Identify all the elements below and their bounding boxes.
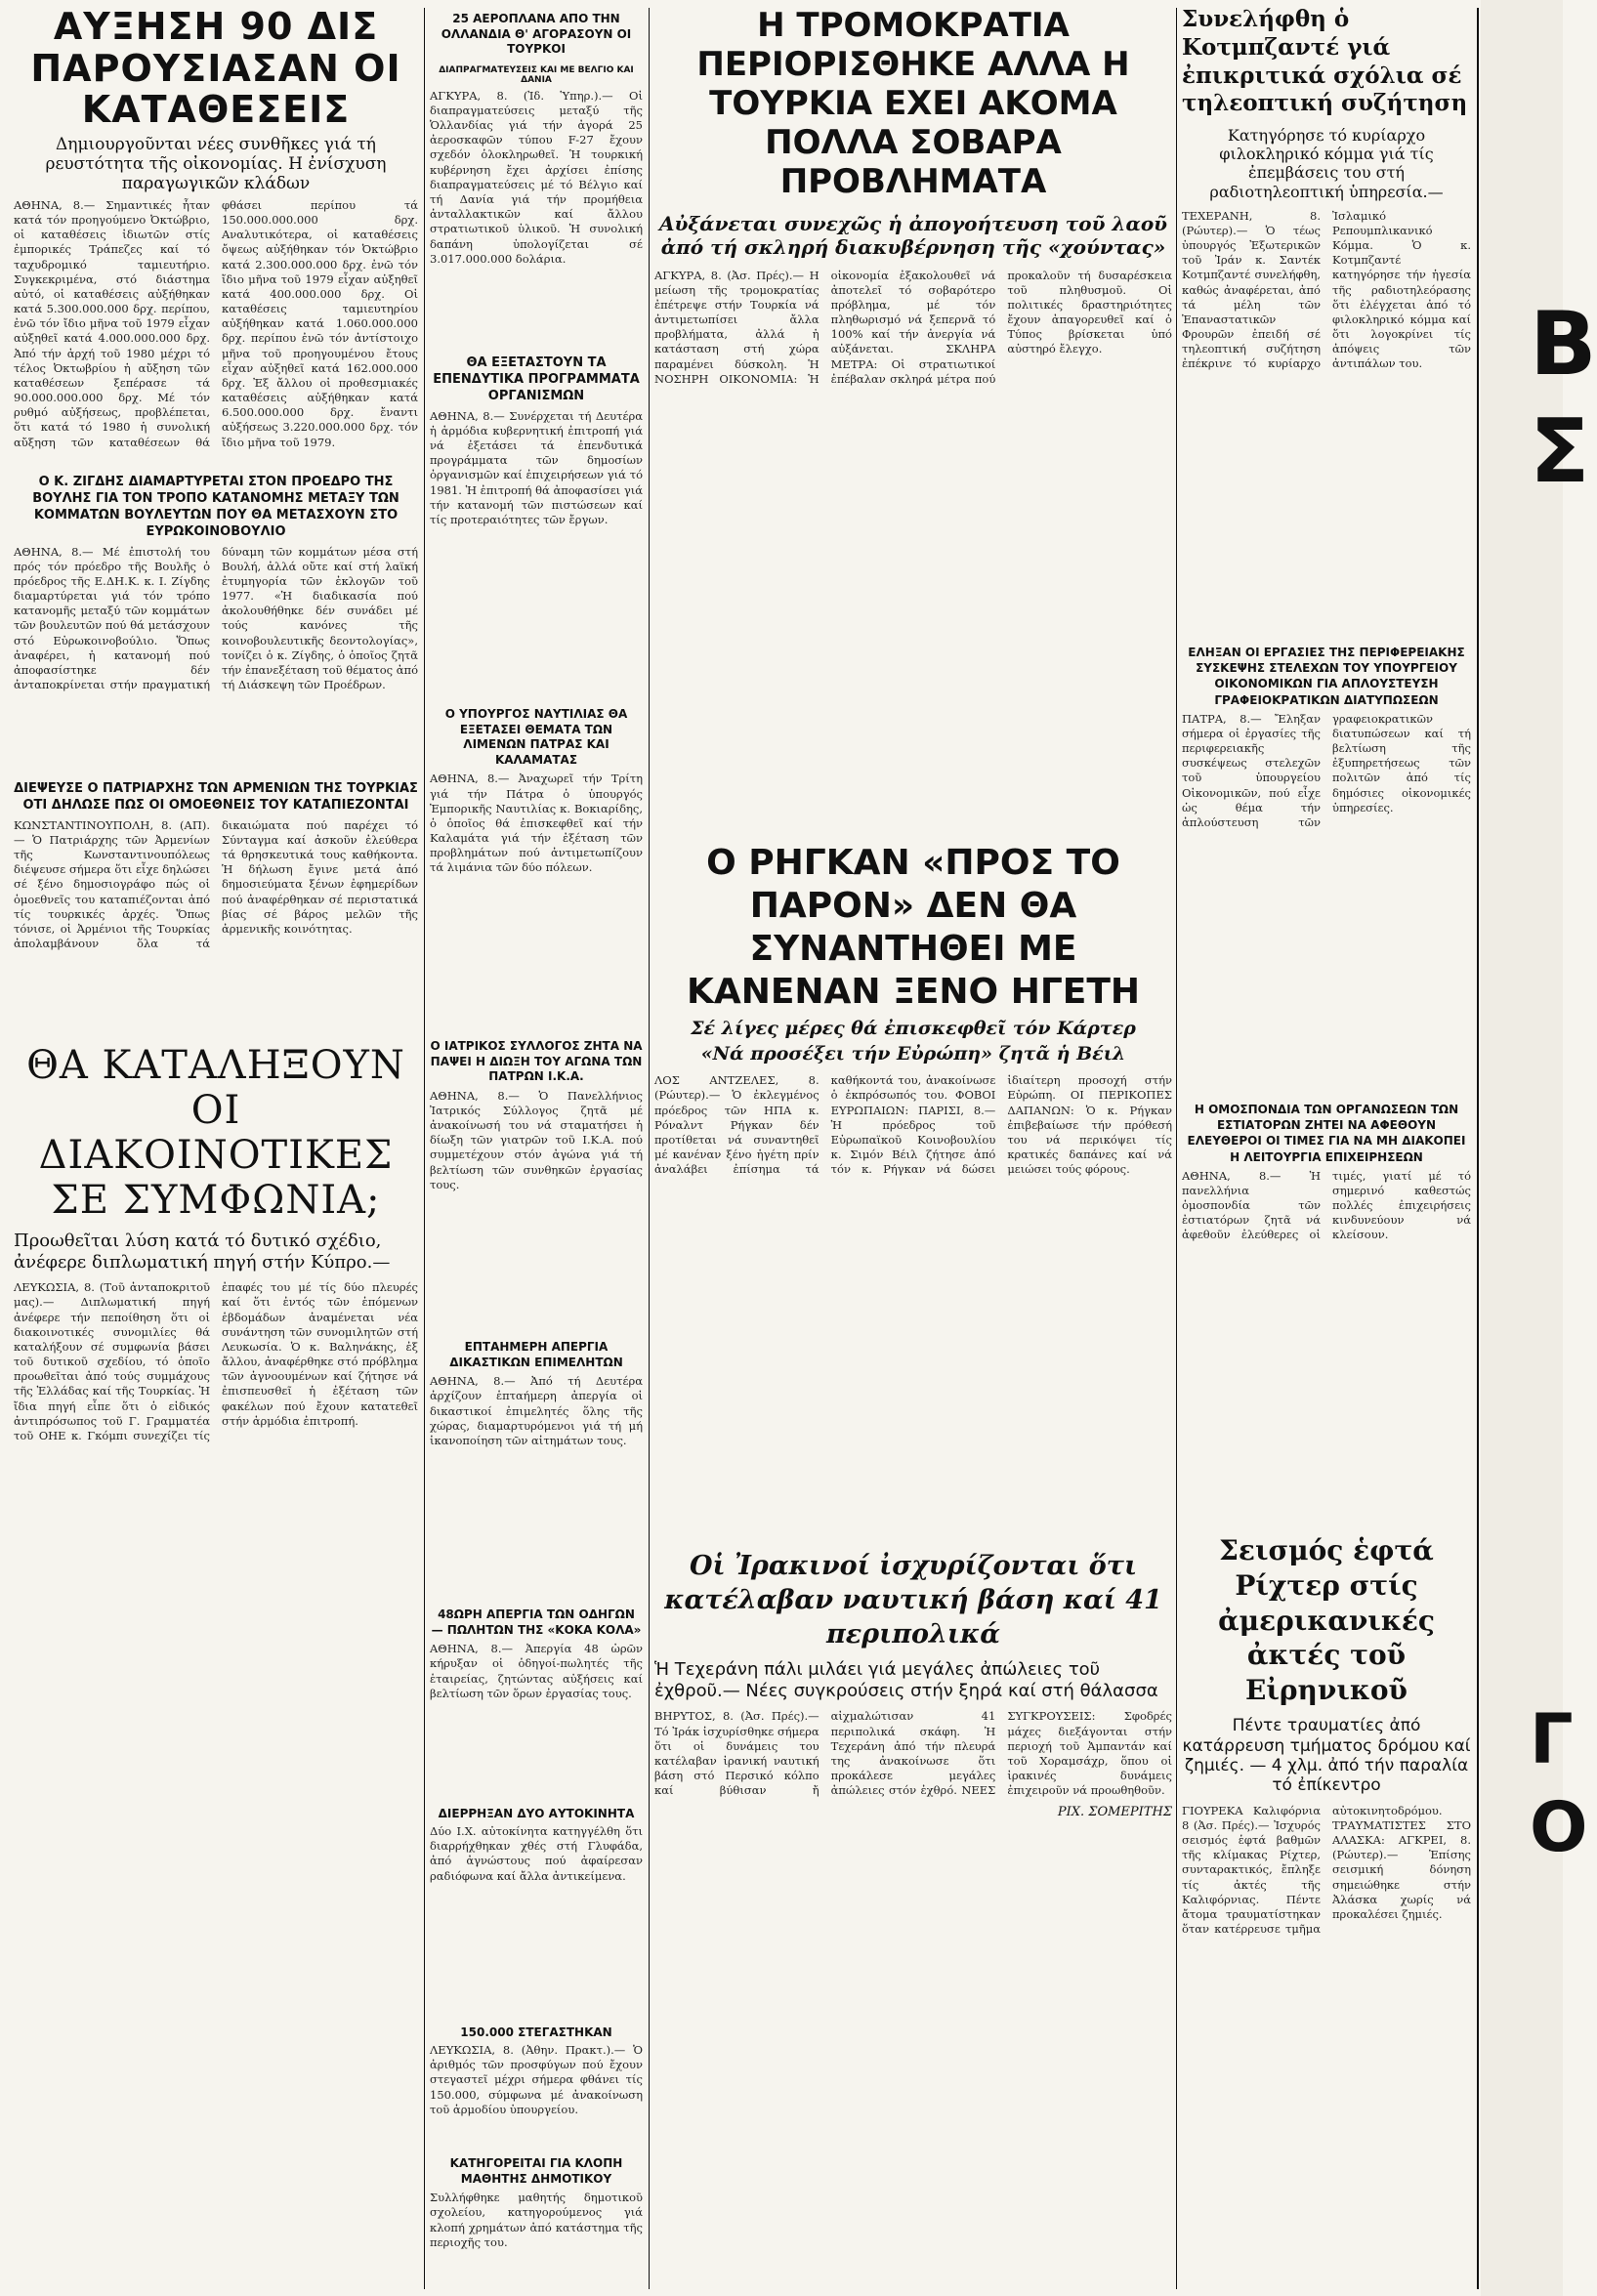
turkey-terrorism-headline: Η ΤΡΟΜΟΚΡΑΤΙΑ ΠΕΡΙΟΡΙΣΘΗΚΕ ΑΛΛΑ Η ΤΟΥΡΚΙΑ ΕΧΕΙ ΑΚΟΜΑ ΠΟΛΛΑ ΣΟΒΑΡΑ ΠΡΟΒΛΗΜΑΤΑ [696,6,1130,202]
cyprus-talks-article [14,1043,418,2291]
armenian-patriarch-headline: ΔΙΕΨΕΥΣΕ Ο ΠΑΤΡΙΑΡΧΗΣ ΤΩΝ ΑΡΜΕΝΙΩΝ ΤΗΣ ΤΟΥΡΚΙΑΣ ΟΤΙ ΔΗΛΩΣΕ ΠΩΣ ΟΙ ΟΜΟΕΘΝΕΙΣ ΤΟΥ ΚΑΤΑΠΙΕΖΟΝΤΑΙ [14,781,418,813]
student-theft-body: Συλλήφθηκε μαθητής δημοτικοῦ σχολείου, κατηγορούμενος γιά κλοπή χρημάτων ἀπό κατάστημα τῆς περιοχῆς του. [430,2191,643,2249]
earthquake-headline: Σεισμός ἑφτά Ρίχτερ στίς ἀμερικανικές ἀκτές τοῦ Εἰρηνικοῦ [1218,1534,1435,1707]
zigdis-headline: Ο Κ. ΖΙΓΔΗΣ ΔΙΑΜΑΡΤΥΡΕΤΑΙ ΣΤΟΝ ΠΡΟΕΔΡΟ ΤΗΣ ΒΟΥΛΗΣ ΓΙΑ ΤΟΝ ΤΡΟΠΟ ΚΑΤΑΝΟΜΗΣ ΜΕΤΑΞΥ ΤΩΝ ΚΟΜΜΑΤΩΝ ΒΟΥΛΕΥΤΩΝ ΠΟΥ ΘΑ ΜΕΤΑΣΧΟΥΝ ΣΤΟ ΕΥΡΩΚΟΙΝΟΒΟΥΛΙΟ [32,475,399,539]
iraq-war-body: ΒΗΡΥΤΟΣ, 8. (Ἀσ. Πρές).— Τό Ἰράκ ἰσχυρίσθηκε σήμερα ὅτι οἱ δυνάμεις του κατέλαβαν ἰρανική ναυτική βάση στό Περσικό κόλπο καί βύθισαν ἤ αἰχμαλώτισαν 41 περιπολικά σκάφη. Ἡ Τεχεράνη ἀπό τήν πλευρά της ἀνακοίνωσε ὅτι προκάλεσε μεγάλες ἀπώλειες στόν ἐχθρό. ΝΕΕΣ ΣΥΓΚΡΟΥΣΕΙΣ: Σφοδρές μάχες διεξάγονται στήν περιοχή τοῦ Ἀμπαντάν καί τοῦ Χοραμσάχρ, ὅπου οἱ ἰρακινές δυνάμεις ἐπιχειροῦν νά προωθηθοῦν. [654,1709,1172,1798]
investment-programs-body: ΑΘΗΝΑ, 8.— Συνέρχεται τή Δευτέρα ἡ ἁρμόδια κυβερνητική ἐπιτροπή γιά νά ἐξετάσει τά ἐπενδυτικά προγράμματα τῶν δημοσίων ὀργανισμῶν καί ἐπιχειρήσεων γιά τό 1981. Ἡ ἐπιτροπή θά ἀποφασίσει γιά τήν κατανομή τῶν πιστώσεων καί τίς προτεραιότητες τῶν ἔργων. [430,408,643,526]
cocacola-strike-body: ΑΘΗΝΑ, 8.— Ἀπεργία 48 ὡρῶν κήρυξαν οἱ ὁδηγοί-πωλητές τῆς ἑταιρείας, ζητώντας αὐξήσεις καί βελτίωση τῶν ὅρων ἐργασίας τους. [430,1642,643,1700]
armenian-patriarch-article [14,773,418,1039]
adjacent-page-edge [1481,0,1597,2296]
bailiffs-strike-article [430,1332,643,1596]
column-rule-4 [1477,8,1479,2289]
reagan-article [654,842,1172,1545]
car-break-in-body: Δύο Ι.Χ. αὐτοκίνητα κατηγγέλθη ὅτι διαρρήχθηκαν χθές στή Γλυφάδα, ἀπό ἀγνώστους πού ἀφαίρεσαν ραδιόφωνα καί ἄλλα ἀντικείμενα. [430,1824,643,1883]
deposits-subhead: Δημιουργοῦνται νέες συνθῆκες γιά τή ρευστότητα τῆς οἰκονομίας. Η ἐνίσχυση παραγωγικῶν κλάδων [45,134,387,194]
column-rule-2 [649,8,650,2289]
edge-glyph-3: Γ [1530,1699,1574,1779]
armenian-patriarch-body: ΚΩΝΣΤΑΝΤΙΝΟΥΠΟΛΗ, 8. (ΑΠ).— Ὁ Πατριάρχης τῶν Ἀρμενίων τῆς Κωνσταντινουπόλεως διέψευσε σήμερα ὅτι εἶχε δηλώσει σέ ξένο δημοσιογράφο πώς οἱ ὁμοεθνεῖς του καταπιέζονται ἀπό τίς τουρκικές ἀρχές. Ὅπως τόνισε, οἱ Ἀρμένιοι τῆς Τουρκίας ἀπολαμβάνουν ὅλα τά δικαιώματα πού παρέχει τό Σύνταγμα καί ἀσκοῦν ἐλεύθερα τά θρησκευτικά τους καθήκοντα. Ἡ δήλωση ἔγινε μετά ἀπό δημοσιεύματα ξένων ἐφημερίδων πού ἀναφέρθηκαν σέ περιστατικά βίας σέ βάρος μελῶν τῆς ἀρμενικῆς κοινότητας. [14,817,418,951]
reagan-body: ΛΟΣ ΑΝΤΖΕΛΕΣ, 8. (Ρώυτερ).— Ὁ ἐκλεγμένος πρόεδρος τῶν ΗΠΑ κ. Ρόναλντ Ρήγκαν δέν προτίθεται νά συναντηθεῖ μέ κανέναν ξένο ἡγέτη πρίν ἀναλάβει ἐπίσημα τά καθήκοντά του, ἀνακοίνωσε ὁ ἐκπρόσωπός του. ΦΟΒΟΙ ΕΥΡΩΠΑΙΩΝ: ΠΑΡΙΣΙ, 8.— Ἡ πρόεδρος τοῦ Εὐρωπαϊκοῦ Κοινοβουλίου κ. Σιμόν Βέιλ ζήτησε ἀπό τόν κ. Ρήγκαν νά δώσει ἰδιαίτερη προσοχή στήν Εὐρώπη. ΟΙ ΠΕΡΙΚΟΠΕΣ ΔΑΠΑΝΩΝ: Ὁ κ. Ρήγκαν ἐπιβεβαίωσε τήν πρόθεσή του νά περικόψει τίς κρατικές δαπάνες καί νά μειώσει τούς φόρους. [654,1073,1172,1177]
student-theft-headline: ΚΑΤΗΓΟΡΕΙΤΑΙ ΓΙΑ ΚΛΟΠΗ ΜΑΘΗΤΗΣ ΔΗΜΟΤΙΚΟΥ [449,2156,623,2186]
investment-programs-headline: ΘΑ ΕΞΕΤΑΣΤΟΥΝ ΤΑ ΕΠΕΝΔΥΤΙΚΑ ΠΡΟΓΡΑΜΜΑΤΑ ΟΡΓΑΝΙΣΜΩΝ [433,355,640,403]
ghotbzadeh-headline: Συνελήφθη ὁ Κοτμπζαντέ γιά ἐπικριτικά σχόλια σέ τηλεοπτική συζήτηση [1182,6,1468,117]
iraq-war-article [654,1549,1172,2291]
earthquake-article [1182,1533,1471,2291]
turkish-aircraft-headline: 25 ΑΕΡΟΠΛΑΝΑ ΑΠΟ ΤΗΝ ΟΛΛΑΝΔΙΑ Θ' ΑΓΟΡΑΣΟΥΝ ΟΙ ΤΟΥΡΚΟΙ [441,12,632,57]
shipping-minister-article [430,699,643,1027]
restaurateurs-article [1182,1094,1471,1529]
ghotbzadeh-body: ΤΕΧΕΡΑΝΗ, 8. (Ρώυτερ).— Ὁ τέως ὑπουργός Ἐξωτερικῶν τοῦ Ἰράν κ. Σαντέκ Κοτμπζαντέ συνελήφθη, καθώς ἀναφέρεται, ἀπό τά μέλη τῶν Ἐπαναστατικῶν Φρουρῶν ἐπειδή σέ τηλεοπτική συζήτηση ἐπέκρινε τό κυρίαρχο Ἰσλαμικό Ρεπουμπλικανικό Κόμμα. Ὁ κ. Κοτμπζαντέ κατηγόρησε τήν ἡγεσία τῆς ραδιοτηλεόρασης ὅτι ἐλέγχεται ἀπό τό φιλοκληρικό κόμμα καί ὅτι λογοκρίνει τίς ἀπόψεις τῶν ἀντιπάλων του. [1182,208,1471,371]
cyprus-talks-body: ΛΕΥΚΩΣΙΑ, 8. (Τοῦ ἀνταποκριτοῦ μας).— Διπλωματική πηγή ἀνέφερε τήν πεποίθηση ὅτι οἱ διακοινοτικές συνομιλίες θά καταλήξουν σέ συμφωνία βάσει τοῦ δυτικοῦ σχεδίου, τό ὁποῖο προωθεῖται ἀπό τούς συμμάχους τῆς Ἑλλάδας καί τῆς Τουρκίας. Ἡ ἴδια πηγή εἶπε ὅτι ὁ εἰδικός ἀντιπρόσωπος τοῦ Γ. Γραμματέα τοῦ ΟΗΕ κ. Γκόμπι συνεχίζει τίς ἐπαφές του μέ τίς δύο πλευρές καί ὅτι ἐντός τῶν ἑπόμενων ἑβδομάδων ἀναμένεται νέα συνάντηση τῶν συνομιλητῶν στή Λευκωσία. Ὁ κ. Βαληνάκης, ἐξ ἄλλου, ἀναφέρθηκε στό πρόβλημα τῶν ἀγνοουμένων καί ζήτησε νά ἐπισπευσθεῖ ἡ ἐξέταση τῶν φακέλων πού ἔχουν κατατεθεῖ στήν ἁρμόδια ἐπιτροπή. [14,1280,418,1442]
turkey-terrorism-article [654,6,1172,838]
edge-glyph-1: Β [1530,293,1597,396]
reagan-headline: Ο ΡΗΓΚΑΝ «ΠΡΟΣ ΤΟ ΠΑΡΟΝ» ΔΕΝ ΘΑ ΣΥΝΑΝΤΗΘΕΙ ΜΕ ΚΑΝΕΝΑΝ ΞΕΝΟ ΗΓΕΤΗ [686,843,1141,1012]
turkey-terrorism-body: ΑΓΚΥΡΑ, 8. (Ἀσ. Πρές).— Η μείωση τῆς τρομοκρατίας ἐπέτρεψε στήν Τουρκία νά ἀντιμετωπίσει ἄλλα προβλήματα, ἀλλά ἡ κατάσταση στή χώρα παραμένει δύσκολη. Ἡ ΝΟΣΗΡΗ ΟΙΚΟΝΟΜΙΑ: Ἡ οἰκονομία ἐξακολουθεῖ νά ἀποτελεῖ τό σοβαρότερο πρόβλημα, μέ τόν πληθωρισμό νά ξεπερνᾶ τό 100% καί τήν ἀνεργία νά αὐξάνεται. ΣΚΛΗΡΑ ΜΕΤΡΑ: Οἱ στρατιωτικοί ἐπέβαλαν σκληρά μέτρα πού προκαλοῦν τή δυσαρέσκεια τοῦ πληθυσμοῦ. Οἱ πολιτικές δραστηριότητες ἔχουν ἀπαγορευθεῖ καί ὁ Τύπος βρίσκεται ὑπό αὐστηρό ἔλεγχο. [654,268,1172,386]
cocacola-strike-headline: 48ΩΡΗ ΑΠΕΡΓΙΑ ΤΩΝ ΟΔΗΓΩΝ — ΠΩΛΗΤΩΝ ΤΗΣ «ΚΟΚΑ ΚΟΛΑ» [431,1607,642,1637]
zigdis-article [14,467,418,770]
shipping-minister-body: ΑΘΗΝΑ, 8.— Ἀναχωρεῖ τήν Τρίτη γιά τήν Πάτρα ὁ ὑπουργός Ἐμπορικῆς Ναυτιλίας κ. Βοκιαρίδης, ὁ ὁποῖος θά ἐπισκεφθεῖ καί τήν Καλαμάτα γιά τήν ἐξέταση τῶν προβλημάτων πού ἀντιμετωπίζουν τά λιμάνια τῶν δύο πόλεων. [430,772,643,875]
finance-ministry-article [1182,637,1471,1090]
column-rule-3 [1176,8,1177,2289]
refugees-housed-article [430,2018,643,2145]
refugees-housed-headline: 150.000 ΣΤΕΓΑΣΤΗΚΑΝ [460,2025,612,2039]
finance-ministry-body: ΠΑΤΡΑ, 8.— Ἔληξαν σήμερα οἱ ἐργασίες τῆς περιφερειακῆς συσκέψεως στελεχῶν τοῦ ὑπουργείου Οἰκονομικῶν, πού εἶχε ὡς θέμα τήν ἀπλούστευση τῶν γραφειοκρατικῶν διατυπώσεων καί τή βελτίωση τῆς ἐξυπηρετήσεως τῶν πολιτῶν ἀπό τίς δημόσιες οἰκονομικές ὑπηρεσίες. [1182,711,1471,829]
investment-programs-article [430,348,643,695]
medical-association-body: ΑΘΗΝΑ, 8.— Ὁ Πανελλήνιος Ἰατρικός Σύλλογος ζητᾶ μέ ἀνακοίνωσή του νά σταματήσει ἡ δίωξη τῶν γιατρῶν τοῦ Ι.Κ.Α. πού συμμετέχουν στόν ἀγώνα γιά τή βελτίωση τῶν συνθηκῶν ἐργασίας τους. [430,1088,643,1191]
restaurateurs-body: ΑΘΗΝΑ, 8.— Ἡ πανελλήνια ὁμοσπονδία τῶν ἐστιατόρων ζητᾶ νά ἀφεθοῦν ἐλεύθερες οἱ τιμές, γιατί μέ τό σημερινό καθεστώς πολλές ἐπιχειρήσεις κινδυνεύουν νά κλείσουν. [1182,1168,1471,1242]
deposits-body: ΑΘΗΝΑ, 8.— Σημαντικές ἦταν κατά τόν προηγούμενο Ὀκτώβριο, οἱ καταθέσεις ἰδιωτῶν στίς ἐμπορικές Τράπεζες καί τό ταχυδρομικό ταμιευτήριο. Συγκεκριμένα, στό διάστημα αὐτό, οἱ καταθέσεις αὐξήθηκαν κατά 5.300.000.000 δρχ. περίπου, ἐνῶ τόν ἴδιο μῆνα τοῦ 1979 εἶχαν αὐξηθεῖ κατά 4.000.000.000 δρχ. Ἀπό τήν ἀρχή τοῦ 1980 μέχρι τό τέλος Ὀκτωβρίου ἡ αὔξηση τῶν καταθέσεων ξεπέρασε τά 90.000.000.000 δρχ. Μέ τόν ρυθμό αὐξήσεως, προβλέπεται, ὅτι κατά τό 1980 ἡ συνολική αὔξηση τῶν καταθέσεων θά φθάσει περίπου τά 150.000.000.000 δρχ. Αναλυτικότερα, οἱ καταθέσεις ὄψεως αὐξήθηκαν τόν Ὀκτώβριο κατά 2.300.000.000 δρχ. ἐνῶ τόν ἴδιο μῆνα τοῦ 1979 εἶχαν αὐξηθεῖ κατά 400.000.000 δρχ. Οἱ καταθέσεις ταμιευτηρίου αὐξήθηκαν κατά 1.060.000.000 δρχ. περίπου ἐνῶ τόν ἀντίστοιχο μῆνα τοῦ προηγουμένου ἔτους εἶχαν αὐξηθεῖ κατά 162.000.000 δρχ. Ἐξ ἄλλου οἱ προθεσμιακές καταθέσεις αὐξήθηκαν κατά 6.500.000.000 δρχ. ἔναντι αὐξήσεως 3.220.000.000 δρχ. τόν ἴδιο μῆνα τοῦ 1979. [14,197,418,449]
cyprus-talks-subhead: Προωθεῖται λύση κατά τό δυτικό σχέδιο, ἀνέφερε διπλωματική πηγή στήν Κύπρο.— [14,1231,391,1273]
bailiffs-strike-body: ΑΘΗΝΑ, 8.— Ἀπό τή Δευτέρα ἀρχίζουν ἑπταήμερη ἀπεργία οἱ δικαστικοί ἐπιμελητές ὅλης τῆς χώρας, διαμαρτυρόμενοι γιά τή μή ἱκανοποίηση τῶν αἰτημάτων τους. [430,1374,643,1447]
turkish-aircraft-article [430,6,643,344]
iraq-war-subhead: Ἡ Τεχεράνη πάλι μιλάει γιά μεγάλες ἀπώλειες τοῦ ἐχθροῦ.— Νέες συγκρούσεις στήν ξηρά καί στή θάλασσα [654,1659,1158,1701]
column-rule-1 [424,8,425,2289]
turkish-aircraft-body: ΑΓΚΥΡΑ, 8. (Ἰδ. Ὑπηρ.).— Οἱ διαπραγματεύσεις μεταξύ τῆς Ὁλλανδίας γιά τήν ἀγορά 25 ἀεροσκαφῶν τύπου F-27 ἔχουν σχεδόν ὁλοκληρωθεῖ. Ἡ τουρκική κυβέρνηση ἔχει ἀρχίσει ἐπίσης διαπραγματεύσεις μέ τό Βέλγιο καί τή Δανία γιά τήν προμήθεια ἀνταλλακτικῶν καί ἄλλου στρατιωτικοῦ ὑλικοῦ. Ἡ συνολική δαπάνη ὑπολογίζεται σέ 3.017.000.000 δολάρια. [430,88,643,266]
turkish-aircraft-kicker: ΔΙΑΠΡΑΓΜΑΤΕΥΣΕΙΣ ΚΑΙ ΜΕ ΒΕΛΓΙΟ ΚΑΙ ΔΑΝΙΑ [439,64,634,85]
iraq-war-headline: Οἱ Ἰρακινοί ἰσχυρίζονται ὅτι κατέλαβαν ναυτική βάση καί 41 περιπολικά [664,1551,1162,1650]
edge-glyph-2: Σ [1530,400,1590,503]
zigdis-body: ΑΘΗΝΑ, 8.— Μέ ἐπιστολή του πρός τόν πρόεδρο τῆς Βουλῆς ὁ πρόεδρος τῆς Ε.ΔΗ.Κ. κ. Ι. Ζίγδης διαμαρτύρεται γιά τόν τρόπο κατανομῆς μεταξύ τῶν κομμάτων τῶν βουλευτῶν πού θά μετάσχουν στό Εὐρωκοινοβούλιο. Ὅπως ἀναφέρει, ἡ κατανομή πού ἀποφασίστηκε δέν ἀνταποκρίνεται στήν πραγματική δύναμη τῶν κομμάτων μέσα στή Βουλή, ἀλλά οὔτε καί στή λαϊκή ἐτυμηγορία τῶν ἐκλογῶν τοῦ 1977. «Ἡ διαδικασία πού ἀκολουθήθηκε δέν συνάδει μέ τούς κανόνες τῆς κοινοβουλευτικῆς δεοντολογίας», τονίζει ὁ κ. Ζίγδης, ὁ ὁποῖος ζητᾶ τήν ἐπανεξέταση τοῦ θέματος ἀπό τή Διάσκεψη τῶν Προέδρων. [14,544,418,692]
refugees-housed-body: ΛΕΥΚΩΣΙΑ, 8. (Ἀθην. Πρακτ.).— Ὁ ἀριθμός τῶν προσφύγων πού ἔχουν στεγαστεῖ μέχρι σήμερα φθάνει τίς 150.000, σύμφωνα μέ ἀνακοίνωση τοῦ ἁρμοδίου ὑπουργείου. [430,2043,643,2116]
ghotbzadeh-subhead: Κατηγόρησε τό κυρίαρχο φιλοκληρικό κόμμα γιά τίς ἐπεμβάσεις του στή ραδιοτηλεοπτική ὑπηρεσία.— [1209,126,1444,201]
finance-ministry-headline: ΕΛΗΞΑΝ ΟΙ ΕΡΓΑΣΙΕΣ ΤΗΣ ΠΕΡΙΦΕΡΕΙΑΚΗΣ ΣΥΣΚΕΨΗΣ ΣΤΕΛΕΧΩΝ ΤΟΥ ΥΠΟΥΡΓΕΙΟΥ ΟΙΚΟΝΟΜΙΚΩΝ ΓΙΑ ΑΠΛΟΥΣΤΕΥΣΗ ΓΡΑΦΕΙΟΚΡΑΤΙΚΩΝ ΔΙΑΤΥΠΩΣΕΩΝ [1188,646,1465,707]
turkey-terrorism-subhead: Αὐξάνεται συνεχῶς ἡ ἀπογοήτευση τοῦ λαοῦ ἀπό τή σκληρή διακυβέρνηση τῆς «χούντας» [658,211,1168,259]
student-theft-article [430,2149,643,2291]
shipping-minister-headline: Ο ΥΠΟΥΡΓΟΣ ΝΑΥΤΙΛΙΑΣ ΘΑ ΕΞΕΤΑΣΕΙ ΘΕΜΑΤΑ ΤΩΝ ΛΙΜΕΝΩΝ ΠΑΤΡΑΣ ΚΑΙ ΚΑΛΑΜΑΤΑΣ [444,707,628,767]
edge-glyph-4: Ο [1530,1787,1588,1867]
earthquake-body: ΓΙΟΥΡΕΚΑ Καλιφόρνια 8 (Ἀσ. Πρές).— Ἰσχυρός σεισμός ἑφτά βαθμῶν τῆς κλίμακας Ρίχτερ, συνταρακτικός, ἔπληξε τίς ἀκτές τῆς Καλιφόρνιας. Πέντε ἄτομα τραυματίστηκαν ὅταν κατέρρευσε τμῆμα αὐτοκινητοδρόμου. ΤΡΑΥΜΑΤΙΣΤΕΣ ΣΤΟ ΑΛΑΣΚΑ: ΑΓΚΡΕΙ, 8. (Ρώυτερ).— Ἐπίσης σεισμική δόνηση σημειώθηκε στήν Ἀλάσκα χωρίς νά προκαλέσει ζημιές. [1182,1803,1471,1937]
cyprus-talks-headline: ΘΑ ΚΑΤΑΛΗΞΟΥΝ ΟΙ ΔΙΑΚΟΙΝΟΤΙΚΕΣ ΣΕ ΣΥΜΦΩΝΙΑ; [26,1043,405,1223]
medical-association-headline: Ο ΙΑΤΡΙΚΟΣ ΣΥΛΛΟΓΟΣ ΖΗΤΑ ΝΑ ΠΑΨΕΙ Η ΔΙΩΞΗ ΤΟΥ ΑΓΩΝΑ ΤΩΝ ΠΑΤΡΩΝ Ι.Κ.Α. [430,1039,643,1084]
cocacola-strike-article [430,1600,643,1795]
ghotbzadeh-article [1182,6,1471,631]
bailiffs-strike-headline: ΕΠΤΑΗΜΕΡΗ ΑΠΕΡΓΙΑ ΔΙΚΑΣΤΙΚΩΝ ΕΠΙΜΕΛΗΤΩΝ [449,1340,623,1369]
deposits-article [14,6,418,463]
iraq-war-byline: ΡΙΧ. ΣΟΜΕΡΙΤΗΣ [1057,1804,1172,1819]
restaurateurs-headline: Η ΟΜΟΣΠΟΝΔΙΑ ΤΩΝ ΟΡΓΑΝΩΣΕΩΝ ΤΩΝ ΕΣΤΙΑΤΟΡΩΝ ΖΗΤΕΙ ΝΑ ΑΦΕΘΟΥΝ ΕΛΕΥΘΕΡΟΙ ΟΙ ΤΙΜΕΣ ΓΙΑ ΝΑ ΜΗ ΔΙΑΚΟΠΕΙ Η ΛΕΙΤΟΥΡΓΙΑ ΕΠΙΧΕΙΡΗΣΕΩΝ [1187,1103,1466,1164]
deposits-headline: ΑΥΞΗΣΗ 90 ΔΙΣ ΠΑΡΟΥΣΙΑΣΑΝ ΟΙ ΚΑΤΑΘΕΣΕΙΣ [30,5,401,132]
reagan-subhead-2: «Νά προσέξει τήν Εὐρώπη» ζητᾶ ἡ Βέιλ [700,1043,1126,1065]
car-break-in-headline: ΔΙΕΡΡΗΞΑΝ ΔΥΟ ΑΥΤΟΚΙΝΗΤΑ [438,1807,635,1820]
car-break-in-article [430,1799,643,2014]
medical-association-article [430,1031,643,1328]
earthquake-subhead: Πέντε τραυματίες ἀπό κατάρρευση τμήματος δρόμου καί ζημιές. — 4 χλμ. ἀπό τήν παραλία τό ἐπίκεντρο [1182,1716,1471,1796]
reagan-subhead-1: Σέ λίγες μέρες θά ἐπισκεφθεῖ τόν Κάρτερ [691,1017,1136,1039]
